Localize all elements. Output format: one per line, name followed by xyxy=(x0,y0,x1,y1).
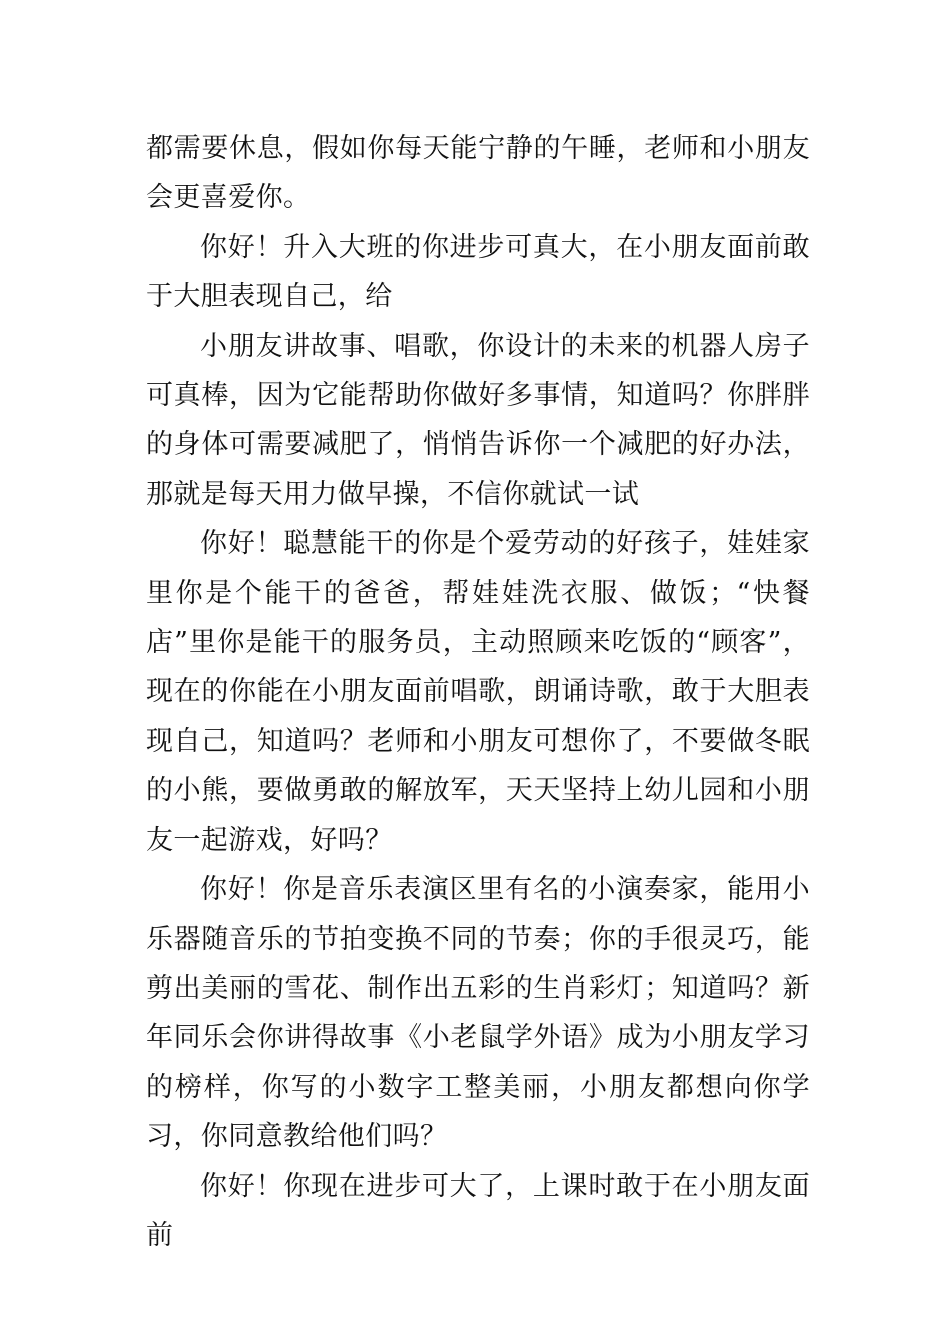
paragraph-6: 你好！你现在进步可大了，上课时敢于在小朋友面前 xyxy=(146,1170,810,1251)
paragraph-1: 都需要休息，假如你每天能宁静的午睡，老师和小朋友会更喜爱你。 xyxy=(146,133,810,214)
paragraph-3: 小朋友讲故事、唱歌，你设计的未来的机器人房子可真棒，因为它能帮助你做好多事情，知道吗？你胖胖的身体可需要减肥了，悄悄告诉你一个减肥的好办法，那就是每天用力做早操，不信你就试一试 xyxy=(146,330,810,510)
paragraph-2: 你好！升入大班的你进步可真大，在小朋友面前敢于大胆表现自己，给 xyxy=(146,231,810,313)
paragraph-5: 你好！你是音乐表演区里有名的小演奏家，能用小乐器随音乐的节拍变换不同的节奏；你的手很灵巧，能剪出美丽的雪花、制作出五彩的生肖彩灯；知道吗？新年同乐会你讲得故事《小老鼠学外语》成为小朋友学习的榜样，你写的小数字工整美丽，小朋友都想向你学习，你同意教给他们吗？ xyxy=(146,874,810,1153)
paragraph-4: 你好！聪慧能干的你是个爱劳动的好孩子，娃娃家里你是个能干的爸爸，帮娃娃洗衣服、做饭；“快餐店”里你是能干的服务员，主动照顾来吃饭的“顾客”，现在的你能在小朋友面前唱歌，朗诵诗歌，敢于大胆表现自己，知道吗？老师和小朋友可想你了，不要做冬眠的小熊，要做勇敢的解放军，天天坚持上幼儿园和小朋友一起游戏，好吗？ xyxy=(146,528,810,856)
body-text xyxy=(146,124,810,1260)
